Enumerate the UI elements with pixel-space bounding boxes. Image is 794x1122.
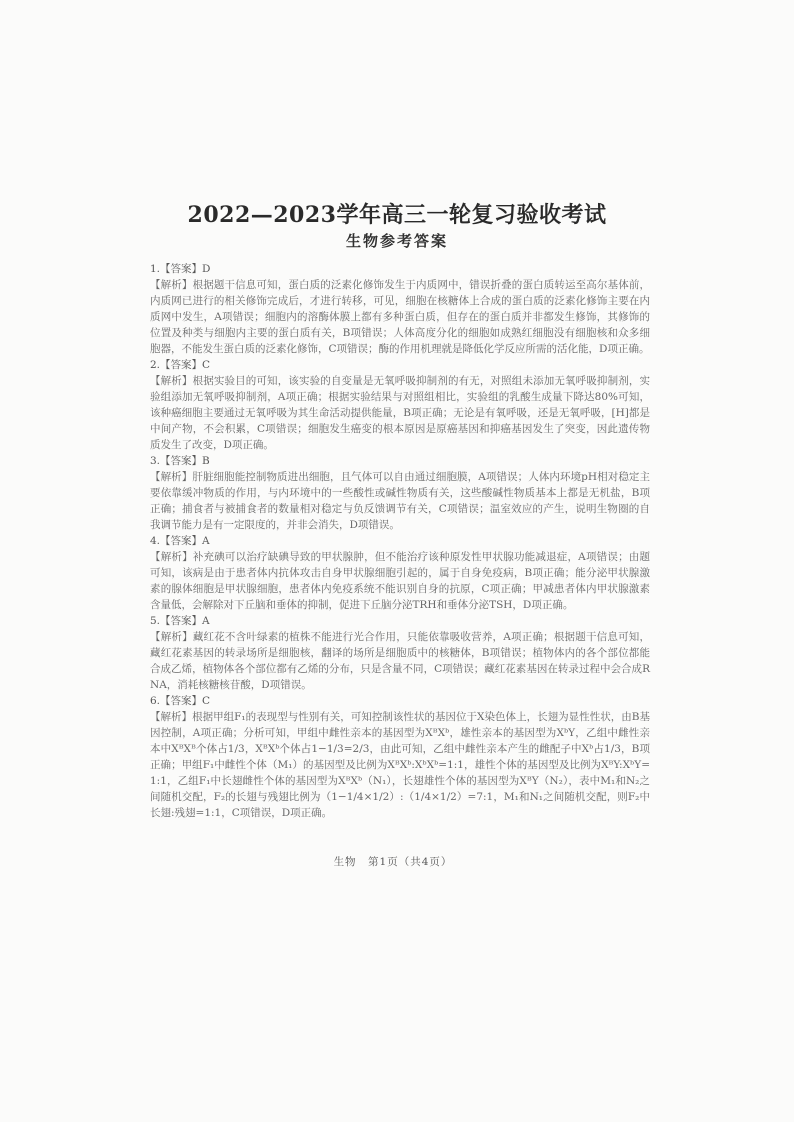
answer-item-3 xyxy=(150,453,650,533)
answer-label: 3.【答案】B xyxy=(150,455,210,467)
analysis-text: 【解析】肝脏细胞能控制物质进出细胞，且气体可以自由通过细胞膜，A项错误；人体内环境pH相对稳定主要依靠缓冲物质的作用，与内环境中的一些酸性或碱性物质有关，这些酸碱性物质基本上都是无机盐，B项正确；捕食者与被捕食者的数量相对稳定与负反馈调节有关，C项错误；温室效应的产生，说明生物圈的自我调节能力是有一定限度的，并非会消失，D项错误。 xyxy=(150,471,650,531)
analysis-text: 【解析】根据实验目的可知，该实验的自变量是无氧呼吸抑制剂的有无，对照组未添加无氧呼吸抑制剂，实验组添加无氧呼吸抑制剂，A项正确；根据实验结果与对照组相比，实验组的乳酸生成量下降达80%可知，该种癌细胞主要通过无氧呼吸为其生命活动提供能量，B项正确；无论是有氧呼吸，还是无氧呼吸，[H]都是中间产物，不会积累，C项错误；细胞发生癌变的根本原因是原癌基因和抑癌基因发生了突变，因此遗传物质发生了改变，D项正确。 xyxy=(150,375,650,451)
answer-item-5 xyxy=(150,613,650,693)
answer-label: 2.【答案】C xyxy=(150,359,211,371)
page-title: 2022—2023学年高三一轮复习验收考试 xyxy=(187,202,607,228)
answer-item-4 xyxy=(150,533,650,613)
answer-item-1 xyxy=(150,261,650,357)
analysis-text: 【解析】藏红花不含叶绿素的植株不能进行光合作用，只能依靠吸收营养，A项正确；根据题干信息可知，藏红花素基因的转录场所是细胞核，翻译的场所是细胞质中的核糖体，B项错误；植物体内的各个部位都能合成乙烯，植物体各个部位都有乙烯的分布，只是含量不同，C项错误；藏红花素基因在转录过程中会合成RNA，消耗核糖核苷酸，D项错误。 xyxy=(150,631,650,691)
page-footer: 生物 第1页（共4页） xyxy=(333,856,453,868)
analysis-text: 【解析】补充碘可以治疗缺碘导致的甲状腺肿，但不能治疗该种原发性甲状腺功能减退症，A项错误；由题可知，该病是由于患者体内抗体攻击自身甲状腺细胞引起的，属于自身免疫病，B项正确；能分泌甲状腺激素的腺体细胞是甲状腺细胞，患者体内免疫系统不能识别自身的抗原，C项正确；甲减患者体内甲状腺激素含量低，会解除对下丘脑和垂体的抑制，促进下丘脑分泌TRH和垂体分泌TSH，D项正确。 xyxy=(150,551,650,611)
answer-list xyxy=(150,261,650,821)
page-subtitle: 生物参考答案 xyxy=(345,232,448,250)
analysis-text: 【解析】根据题干信息可知，蛋白质的泛素化修饰发生于内质网中，错误折叠的蛋白质转运至高尔基体前，内质网已进行的相关修饰完成后，才进行转移，可见，细胞在核糖体上合成的蛋白质的泛素化修饰主要在内质网中发生，A项错误；细胞内的溶酶体膜上都有多种蛋白质，但存在的蛋白质并非都发生修饰，其修饰的位置及种类与细胞内主要的蛋白质有关，B项错误；人体高度分化的细胞如成熟红细胞没有细胞核和众多细胞器，不能发生蛋白质的泛素化修饰，C项错误；酶的作用机理就是降低化学反应所需的活化能，D项正确。 xyxy=(150,279,650,355)
answer-item-2 xyxy=(150,357,650,453)
answer-label: 1.【答案】D xyxy=(150,263,211,275)
analysis-text: 【解析】根据甲组F₁的表现型与性别有关，可知控制该性状的基因位于X染色体上，长翅为显性性状，由B基因控制，A项正确；分析可知，甲组中雌性亲本的基因型为XᴮXᵇ，雄性亲本的基因型为XᵇY，乙组中雌性亲本中XᴮXᴮ个体占1/3，XᴮXᵇ个体占1−1/3=2/3，由此可知，乙组中雌性亲本产生的雌配子中Xᵇ占1/3，B项正确；甲组F₁中雌性个体（M₁）的基因型及比例为XᴮXᵇ:XᵇXᵇ=1:1，雄性个体的基因型及比例为XᴮY:XᵇY=1:1，乙组F₁中长翅雌性个体的基因型为XᴮXᵇ（N₁），长翅雄性个体的基因型为XᴮY（N₂），表中M₁和N₂之间随机交配，F₂的长翅与残翅比例为（1−1/4×1/2）:（1/4×1/2）=7:1，M₁和N₁之间随机交配，则F₂中长翅:残翅=1:1，C项错误，D项正确。 xyxy=(150,711,650,819)
answer-label: 4.【答案】A xyxy=(150,535,210,547)
answer-item-6 xyxy=(150,693,650,821)
answer-label: 5.【答案】A xyxy=(150,615,210,627)
answer-label: 6.【答案】C xyxy=(150,695,211,707)
